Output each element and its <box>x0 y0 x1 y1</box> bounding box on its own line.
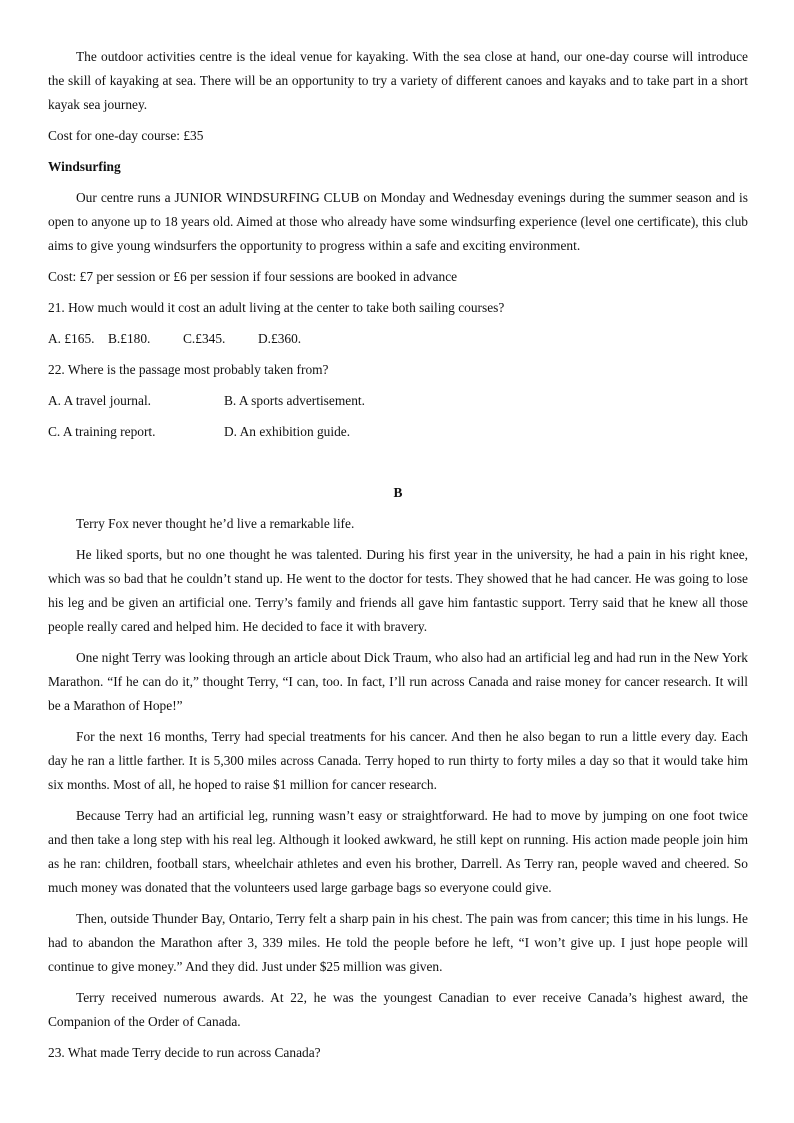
kayaking-cost: Cost for one-day course: £35 <box>48 128 204 143</box>
option-a: A. £165. <box>48 331 95 346</box>
windsurfing-paragraph: Our centre runs a JUNIOR WINDSURFING CLUB on Monday and Wednesday evenings during the summer season and is open to anyone up to 18 years old. Aimed at those who already have some windsurfing experience (level one certificate), this club aims to give young windsurfers the opportunity to progress within a safe and exciting environment. <box>48 190 748 253</box>
windsurfing-heading: Windsurfing <box>48 159 121 174</box>
option-b: B.£180. <box>108 331 151 346</box>
section-b-title: B <box>393 485 403 500</box>
passage-paragraph: Terry received numerous awards. At 22, he was the youngest Canadian to ever receive Canada’s highest award, the Companion of the Order of Canada. <box>48 990 748 1029</box>
document-page <box>48 45 748 1065</box>
question-22-options-row-2 <box>48 420 748 444</box>
passage-paragraph: For the next 16 months, Terry had special treatments for his cancer. And then he also began to run a little every day. Each day he ran a little farther. It is 5,300 miles across Canada. Terry hoped to run thirty to forty miles a day so that it would take him six months. Most of all, he hoped to raise $1 million for cancer research. <box>48 729 748 792</box>
question-22-options-row-1 <box>48 389 748 413</box>
question-23-stem: 23. What made Terry decide to run across Canada? <box>48 1045 321 1060</box>
passage-paragraph: One night Terry was looking through an article about Dick Traum, who also had an artificial leg and had run in the New York Marathon. “If he can do it,” thought Terry, “I can, too. In fact, I’ll run across Canada and raise money for cancer research. It will be a Marathon of Hope!” <box>48 650 748 713</box>
option-b: B. A sports advertisement. <box>224 393 365 408</box>
option-c: C.£345. <box>183 331 226 346</box>
passage-paragraph: Because Terry had an artificial leg, running wasn’t easy or straightforward. He had to move by jumping on one foot twice and then take a long step with his real leg. Although it looked awkward, he still kept on running. His action made people join him as he ran: children, football stars, wheelchair athletes and even his brother, Darrell. As Terry ran, people waved and cheered. So much money was donated that the volunteers used large garbage bags so everyone could give. <box>48 808 748 895</box>
question-21-options <box>48 327 748 351</box>
option-d: D.£360. <box>258 331 302 346</box>
passage-paragraph: Then, outside Thunder Bay, Ontario, Terry felt a sharp pain in his chest. The pain was from cancer; this time in his lungs. He had to abandon the Marathon after 3, 339 miles. He told the people before he left, “I won’t give up. I just hope people will continue to give money.” And they did. Just under $25 million was given. <box>48 911 748 974</box>
question-22-stem: 22. Where is the passage most probably taken from? <box>48 362 329 377</box>
option-c: C. A training report. <box>48 424 156 439</box>
option-d: D. An exhibition guide. <box>224 424 351 439</box>
kayaking-paragraph: The outdoor activities centre is the ideal venue for kayaking. With the sea close at hand, our one-day course will introduce the skill of kayaking at sea. There will be an opportunity to try a variety of different canoes and kayaks and to take part in a short kayak sea journey. <box>48 49 748 112</box>
passage-paragraph: Terry Fox never thought he’d live a remarkable life. <box>76 516 355 531</box>
option-a: A. A travel journal. <box>48 393 152 408</box>
passage-paragraph: He liked sports, but no one thought he was talented. During his first year in the university, he had a pain in his right knee, which was so bad that he couldn’t stand up. He went to the doctor for tests. They showed that he had cancer. He was going to lose his leg and be given an artificial one. Terry’s family and friends all gave him fantastic support. Terry said that he knew all those people really cared and helped him. He decided to face it with bravery. <box>48 547 748 634</box>
windsurfing-cost: Cost: £7 per session or £6 per session if four sessions are booked in advance <box>48 269 458 284</box>
question-21-stem: 21. How much would it cost an adult living at the center to take both sailing courses? <box>48 300 505 315</box>
